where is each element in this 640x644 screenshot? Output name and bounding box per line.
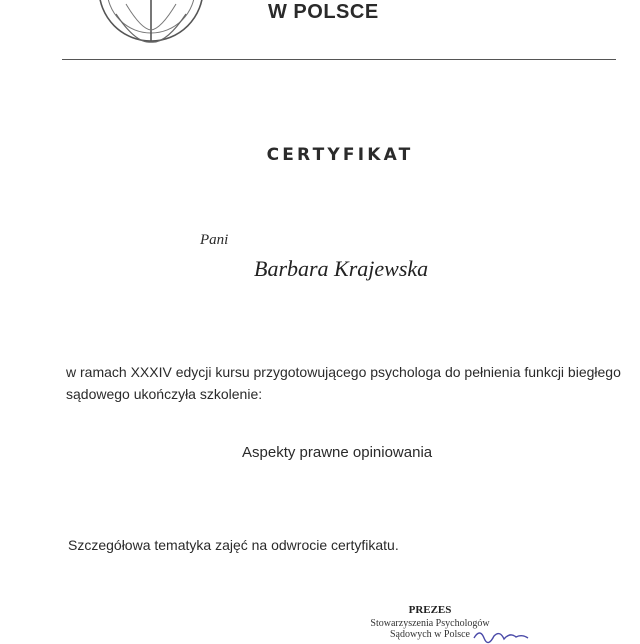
signatory-title: PREZES xyxy=(408,604,452,616)
signatory-organization-line-1: Stowarzyszenia Psychologów xyxy=(370,618,490,629)
recipient-name: Barbara Krajewska xyxy=(254,256,429,281)
certificate-footnote: Szczegółowa tematyka zajęć na odwrocie certyfikatu. xyxy=(68,537,399,553)
association-logo-icon xyxy=(96,0,206,44)
certificate-body-text: w ramach XXXIV edycji kursu przygotowującego psychologa do pełnienia funkcji biegłego sądowego ukończyła szkolenie: xyxy=(66,364,621,402)
organization-name-line: W POLSCE xyxy=(268,1,379,23)
signatory-organization-line-2: Sądowych w Polsce xyxy=(390,629,470,640)
header-divider xyxy=(62,59,616,60)
course-name: Aspekty prawne opiniowania xyxy=(242,444,433,461)
certificate-title: CERTYFIKAT xyxy=(266,145,414,165)
handwritten-signature-icon xyxy=(470,624,530,644)
recipient-salutation: Pani xyxy=(200,232,229,248)
